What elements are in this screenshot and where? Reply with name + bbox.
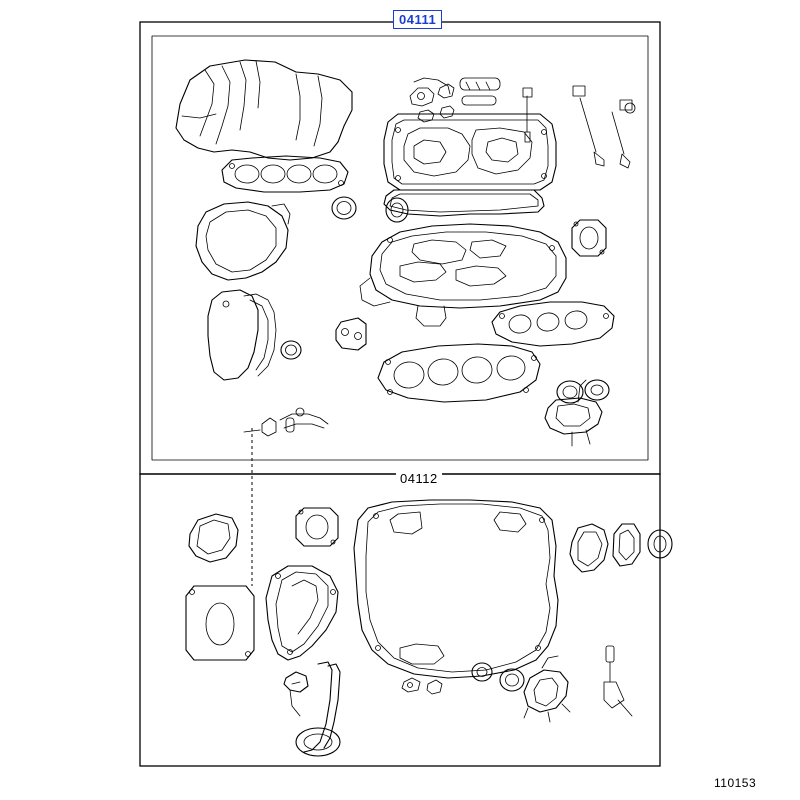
part-number-label-upper[interactable]: 04111 xyxy=(393,10,442,29)
part-oil-pan-gasket xyxy=(354,500,558,678)
figure-number-label: 110153 xyxy=(710,775,760,791)
part-timing-chain-cover-gasket xyxy=(266,566,338,660)
part-number-label-lower[interactable]: 04112 xyxy=(396,470,442,487)
part-exhaust-manifold-gasket xyxy=(492,302,614,346)
part-cylinder-head xyxy=(360,224,566,326)
part-water-pump-gasket xyxy=(524,656,570,722)
part-oil-pump-gasket xyxy=(208,290,276,380)
part-seal-rings-group xyxy=(281,197,408,359)
part-lower-plate-gasket xyxy=(186,586,254,660)
part-head-cover-gasket xyxy=(176,60,352,160)
part-long-bolts-group xyxy=(523,86,635,168)
part-oil-level-gauge xyxy=(284,662,340,756)
part-rear-main-seal-group xyxy=(570,524,672,572)
part-lower-small-gasket-a xyxy=(189,514,238,562)
part-valve-cover xyxy=(384,114,556,190)
part-lower-seal-rings xyxy=(402,663,524,694)
part-lower-small-gasket-b xyxy=(296,508,338,546)
part-dipstick-tube xyxy=(604,646,632,716)
part-timing-cover-gasket xyxy=(196,202,290,280)
lower-section-frame xyxy=(140,474,660,766)
part-intake-manifold-gasket xyxy=(222,156,348,192)
part-small-fasteners-group xyxy=(410,78,500,122)
part-throttle-body-gasket xyxy=(572,220,606,256)
part-small-tube-group xyxy=(244,408,328,436)
part-valve-stem-seal-cluster xyxy=(545,380,609,446)
part-cylinder-head-gasket xyxy=(378,344,540,402)
part-small-bracket-gasket xyxy=(336,318,366,350)
